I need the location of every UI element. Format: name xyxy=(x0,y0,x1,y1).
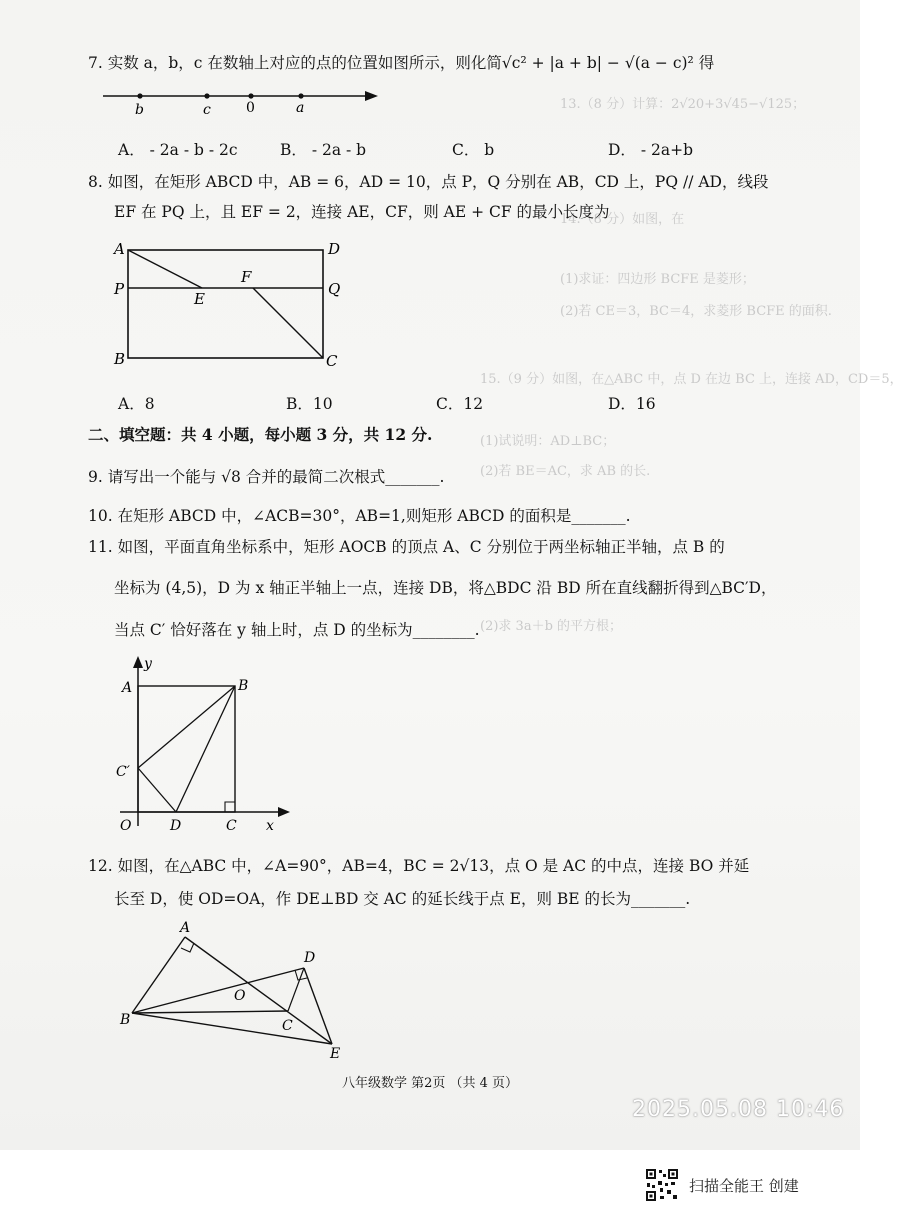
question-8-line1: 8. 如图，在矩形 ABCD 中，AB = 6，AD = 10，点 P，Q 分别在 AB，CD 上，PQ // AD，线段 xyxy=(88,173,769,191)
y-arrow-icon xyxy=(133,656,143,668)
question-12-line1: 12. 如图，在△ABC 中，∠A=90°，AB=4，BC = 2√13，点 O 是 AC 的中点，连接 BO 并延 xyxy=(88,857,750,875)
page-footer: 八年级数学 第2页 （共 4 页） xyxy=(341,1076,519,1091)
arrow-head-icon xyxy=(365,91,378,101)
segment-CpD xyxy=(138,768,176,812)
coordinate-figure xyxy=(92,648,302,836)
rectangle-AOCB xyxy=(138,686,235,812)
point-a xyxy=(298,93,303,98)
bleed-through-line: (1)试说明：AD⊥BC； xyxy=(480,434,616,449)
segment-BD xyxy=(176,686,235,812)
label-E: E xyxy=(330,1046,341,1062)
option-a: A．8 xyxy=(118,395,155,413)
label-b: b xyxy=(135,102,144,118)
segment-BD xyxy=(132,968,304,1013)
label-a: a xyxy=(296,100,305,116)
label-C: C xyxy=(326,352,338,370)
option-c: C． b xyxy=(452,141,495,159)
label-Q: Q xyxy=(328,280,341,298)
right-angle-mark-A xyxy=(181,943,194,952)
label-Cprime: C′ xyxy=(116,764,130,780)
option-c: C．12 xyxy=(436,395,484,413)
rectangle-figure xyxy=(108,236,348,371)
question-8-options xyxy=(118,392,838,412)
right-angle-mark xyxy=(225,802,235,812)
x-arrow-icon xyxy=(278,807,290,817)
point-c xyxy=(204,93,209,98)
triangle-figure xyxy=(118,918,348,1063)
segment-CF xyxy=(253,288,323,358)
label-O: O xyxy=(234,988,246,1004)
segment-DE xyxy=(304,968,332,1044)
label-B: B xyxy=(114,350,126,368)
label-F: F xyxy=(241,268,252,286)
label-y: y xyxy=(144,656,152,672)
label-x: x xyxy=(266,818,274,834)
rectangle-ABCD xyxy=(128,250,323,358)
photo-timestamp: 2025.05.08 10:46 xyxy=(632,1097,845,1122)
option-d: D． - 2a+b xyxy=(608,141,694,159)
bleed-through-line: 14.（8 分）如图，在 xyxy=(560,212,685,227)
label-A: A xyxy=(180,920,191,936)
question-10-text: 10. 在矩形 ABCD 中，∠ACB=30°，AB=1,则矩形 ABCD 的面积是_______. xyxy=(88,507,631,525)
segment-AE xyxy=(128,250,202,288)
bleed-through-line: (1)求证：四边形 BCFE 是菱形； xyxy=(560,272,755,287)
segment-BCp xyxy=(138,686,235,768)
label-0: 0 xyxy=(246,100,255,116)
number-line-figure xyxy=(95,82,395,118)
label-D: D xyxy=(304,950,316,966)
option-a: A． - 2a - b - 2c xyxy=(118,141,238,159)
point-0 xyxy=(248,93,253,98)
label-D: D xyxy=(170,818,182,834)
question-11-line1: 11. 如图，平面直角坐标系中，矩形 AOCB 的顶点 A、C 分别位于两坐标轴正半轴，点 B 的 xyxy=(88,538,725,556)
segment-BE xyxy=(132,1013,332,1044)
label-E: E xyxy=(194,290,205,308)
qr-code-icon xyxy=(645,1168,679,1202)
label-O: O xyxy=(120,818,132,834)
question-9-text: 9. 请写出一个能与 √8 合并的最简二次根式_______. xyxy=(88,468,445,486)
label-C: C xyxy=(282,1018,293,1034)
segment-BC xyxy=(132,1011,288,1013)
label-A: A xyxy=(122,680,133,696)
option-d: D．16 xyxy=(608,395,656,413)
bleed-through-line: (2)求 3a＋b 的平方根； xyxy=(480,619,623,634)
label-B: B xyxy=(120,1012,131,1028)
label-A: A xyxy=(114,240,125,258)
bleed-through-line: (2)若 CE＝3，BC＝4，求菱形 BCFE 的面积. xyxy=(560,304,832,319)
bleed-through-line: 15.（9 分）如图，在△ABC 中，点 D 在边 BC 上，连接 AD，CD＝5， xyxy=(480,372,903,387)
brand-label: 扫描全能王 创建 xyxy=(689,1176,799,1195)
bleed-through-line: 13.（8 分）计算：2√20+3√45−√125； xyxy=(560,97,806,112)
scanner-brand xyxy=(645,1170,799,1200)
question-8-line2: EF 在 PQ 上，且 EF = 2，连接 AE，CF，则 AE + CF 的最小长度为 xyxy=(114,203,610,221)
label-B: B xyxy=(238,678,249,694)
section-2-heading: 二、填空题：共 4 小题，每小题 3 分，共 12 分. xyxy=(88,425,433,444)
bleed-through-line: (2)若 BE＝AC，求 AB 的长. xyxy=(480,464,651,479)
question-7-text: 7. 实数 a，b，c 在数轴上对应的点的位置如图所示，则化简√c² + |a + b| − √(a − c)² 得 xyxy=(88,54,715,72)
question-12-line2: 长至 D，使 OD=OA，作 DE⊥BD 交 AC 的延长线于点 E，则 BE 的长为_______. xyxy=(114,890,691,908)
question-11-line2: 坐标为 (4,5)，D 为 x 轴正半轴上一点，连接 DB，将△BDC 沿 BD 所在直线翻折得到△BC′D， xyxy=(114,579,777,597)
label-c: c xyxy=(203,102,211,118)
point-b xyxy=(137,93,142,98)
label-C: C xyxy=(226,818,237,834)
label-P: P xyxy=(114,280,125,298)
label-D: D xyxy=(328,240,341,258)
option-b: B．10 xyxy=(286,395,333,413)
option-b: B． - 2a - b xyxy=(280,141,367,159)
question-11-line3: 当点 C′ 恰好落在 y 轴上时，点 D 的坐标为________. xyxy=(114,621,480,639)
question-7-options xyxy=(118,138,838,158)
